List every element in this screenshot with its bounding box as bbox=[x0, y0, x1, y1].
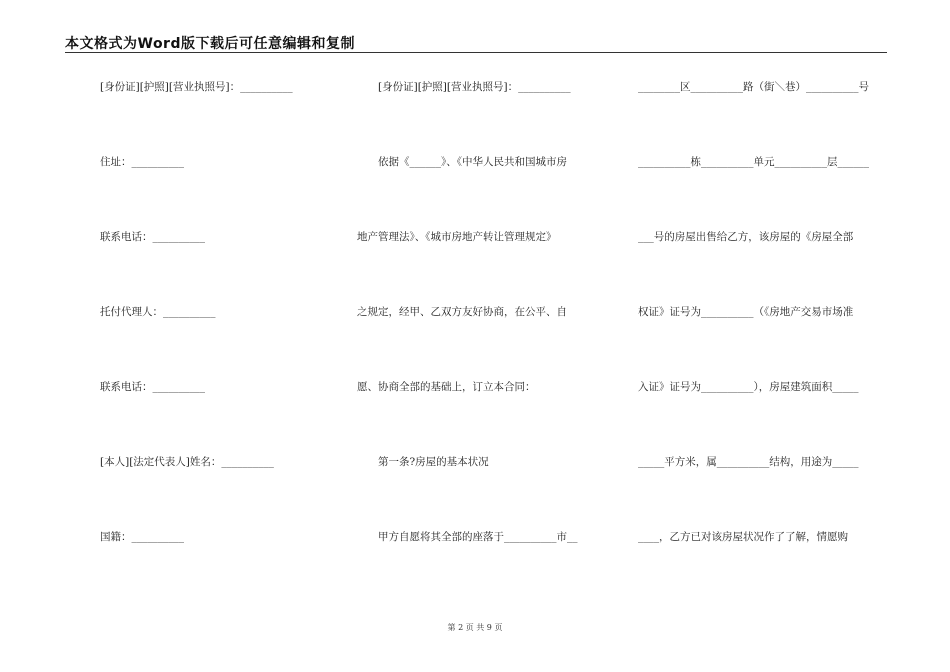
text-line: 入证》证号为__________），房屋建筑面积_____ bbox=[638, 381, 859, 393]
text-line: 托付代理人：__________ bbox=[100, 306, 216, 318]
header-divider bbox=[65, 52, 887, 53]
document-header-title: 本文格式为Word版下载后可任意编辑和复制 bbox=[65, 36, 355, 52]
text-line: ___号的房屋出售给乙方，该房屋的《房屋全部 bbox=[638, 231, 854, 243]
text-line: 之规定，经甲、乙双方友好协商，在公平、自 bbox=[357, 306, 567, 318]
column-right bbox=[638, 80, 888, 605]
text-line: [本人][法定代表人]姓名：__________ bbox=[100, 456, 274, 468]
text-line: __________栋__________单元__________层______ bbox=[638, 156, 869, 168]
text-line: 联系电话：__________ bbox=[100, 231, 205, 243]
text-line: _____平方米，属__________结构，用途为_____ bbox=[638, 456, 859, 468]
text-line: [身份证][护照][营业执照号]：__________ bbox=[357, 81, 571, 93]
text-line: ________区__________路（街＼巷）__________号 bbox=[638, 81, 869, 93]
text-line: 权证》证号为__________（《房地产交易市场准 bbox=[638, 306, 854, 318]
text-line: 甲方自愿将其全部的座落于__________市__ bbox=[357, 531, 578, 543]
text-line: ____，乙方已对该房屋状况作了了解，情愿购 bbox=[638, 531, 848, 543]
text-line: 地产管理法》、《城市房地产转让管理规定》 bbox=[357, 231, 557, 243]
text-line: 住址：__________ bbox=[100, 156, 184, 168]
text-line: 愿、协商全部的基础上，订立本合同： bbox=[357, 381, 536, 393]
page-number: 第 2 页 共 9 页 bbox=[447, 623, 503, 632]
text-line: 依据《______》、《中华人民共和国城市房 bbox=[357, 156, 567, 168]
text-line: 国籍：__________ bbox=[100, 531, 184, 543]
text-line: [身份证][护照][营业执照号]：__________ bbox=[100, 81, 293, 93]
column-left bbox=[100, 80, 360, 605]
text-line: 联系电话：__________ bbox=[100, 381, 205, 393]
text-line: 第一条?房屋的基本状况 bbox=[357, 456, 489, 468]
column-middle bbox=[357, 80, 612, 605]
